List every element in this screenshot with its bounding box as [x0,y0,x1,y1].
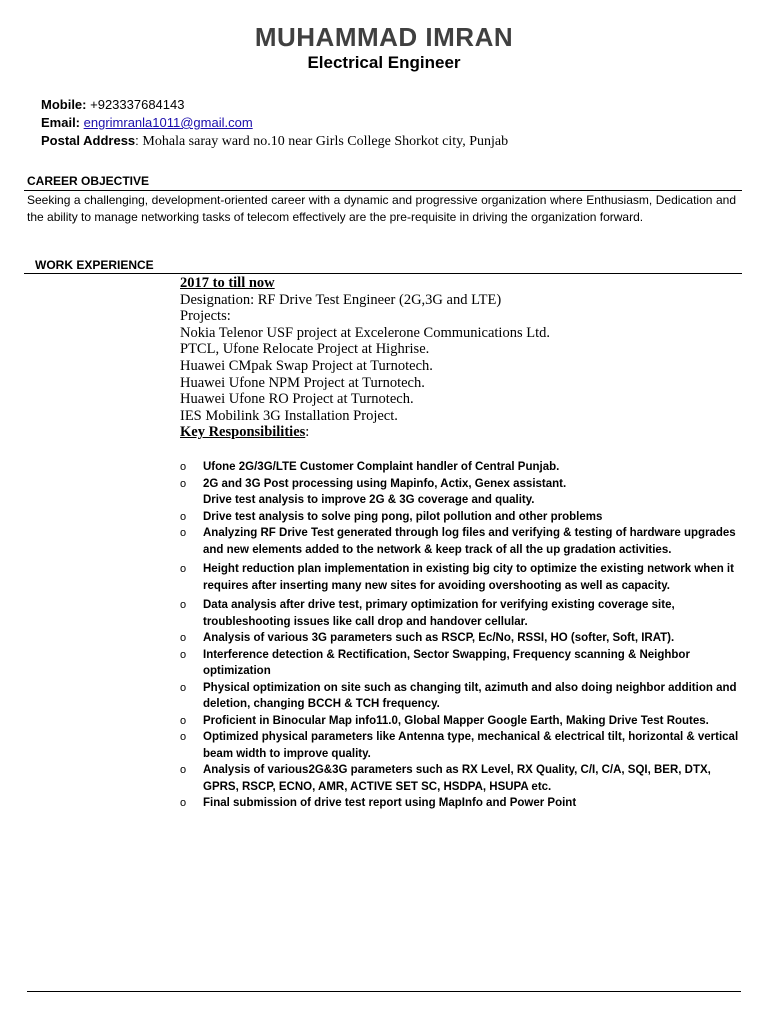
project-item: IES Mobilink 3G Installation Project. [180,407,398,424]
career-objective-heading: CAREER OBJECTIVE [27,174,150,188]
project-item: PTCL, Ufone Relocate Project at Highrise. [180,341,430,358]
list-item: o Final submission of drive test report using MapInfo and Power Point [180,795,740,812]
contact-email [41,115,253,130]
list-item: o 2G and 3G Post processing using Mapinfo, Actix, Genex assistant. [180,476,740,493]
projects-label: Projects: [180,308,231,325]
list-item: o Analysis of various 3G parameters such as RSCP, Ec/No, RSSI, HO (softer, Soft, IRAT). [180,630,740,647]
experience-block [180,275,550,441]
list-item: o Analyzing RF Drive Test generated through log files and verifying & testing of hardware upgrades and new elements added to the network & keep track of all the up gradation activities. [180,527,736,556]
list-item: o Data analysis after drive test, primary optimization for verifying existing coverage site, troubleshooting issues like call drop and handover cellular. [180,599,675,628]
job-title: Electrical Engineer [307,53,461,72]
bullet-icon: o [180,632,187,644]
key-responsibilities-heading: Key Responsibilities: [180,424,310,441]
address-value: Mohala saray ward no.10 near Girls College Shorkot city, Punjab [142,134,509,149]
bullet-icon: o [180,681,187,694]
key-responsibilities-label: Key Responsibilities [180,424,306,441]
responsibilities-list [180,459,740,812]
bullet-icon: o [180,714,187,727]
work-experience-rule [24,273,742,274]
bullet-icon: o [180,599,187,611]
career-objective-text: Seeking a challenging, development-oriented career with a dynamic and progressive organization where Enthusiasm, Dedication and the ability to manage networking tasks of telecom effectively are the pre-requisite in driving the organization forward. [27,193,736,224]
bullet-icon: o [180,461,187,473]
work-experience-heading: WORK EXPERIENCE [35,258,154,272]
candidate-name: MUHAMMAD IMRAN [254,22,514,52]
list-item: o Analysis of various2G&3G parameters such as RX Level, RX Quality, C/I, C/A, SQI, BER, DTX, GPRS, RSCP, ECNO, AMR, ACTIVE SET SC, HSDPA, HSUPA etc. [180,764,711,793]
list-item: o Drive test analysis to solve ping pong, pilot pollution and other problems [180,509,740,526]
email-label: Email: [41,115,81,130]
experience-designation: Designation: RF Drive Test Engineer (2G,3G and LTE) [180,291,502,308]
project-item: Nokia Telenor USF project at Excelerone Communications Ltd. [180,324,550,341]
bullet-icon: o [180,527,187,539]
career-objective-rule [24,190,742,191]
bullet-icon: o [180,648,187,661]
bullet-icon: o [180,563,187,575]
list-item-continuation: Drive test analysis to improve 2G & 3G coverage and quality. [203,494,535,506]
bullet-icon: o [180,797,187,809]
bullet-icon: o [180,731,187,743]
footer-rule [27,991,741,992]
list-item: o Ufone 2G/3G/LTE Customer Complaint handler of Central Punjab. [180,459,740,476]
project-item: Huawei Ufone NPM Project at Turnotech. [180,374,425,391]
email-link[interactable]: engrimranla1011@gmail.com [83,115,253,130]
mobile-value: +923337684143 [90,97,185,112]
project-item: Huawei Ufone RO Project at Turnotech. [180,391,414,408]
bullet-icon: o [180,764,187,776]
address-label: Postal Address [41,133,136,148]
bullet-icon: o [180,510,187,523]
list-item: o Physical optimization on site such as changing tilt, azimuth and also doing neighbor addition and deletion, changing BCCH & TCH frequency. [180,681,737,710]
list-item: o Optimized physical parameters like Antenna type, mechanical & electrical tilt, horizontal & vertical beam width to improve quality. [180,731,739,760]
list-item: o Height reduction plan implementation in existing big city to optimize the existing network when it requires after inserting many new sites for avoiding overshooting as well as capacity. [180,563,734,592]
contact-address: Postal Address: Mohala saray ward no.10 near Girls College Shorkot city, Punjab [41,133,509,149]
mobile-label: Mobile: [41,97,87,112]
experience-period: 2017 to till now [180,275,275,291]
list-item: o Proficient in Binocular Map info11.0, Global Mapper Google Earth, Making Drive Test Routes. [180,713,740,730]
bullet-icon: o [180,477,187,490]
project-item: Huawei CMpak Swap Project at Turnotech. [180,357,433,374]
list-item: o Interference detection & Rectification, Sector Swapping, Frequency scanning & Neighbor optimization [180,648,690,677]
contact-mobile [41,97,184,112]
